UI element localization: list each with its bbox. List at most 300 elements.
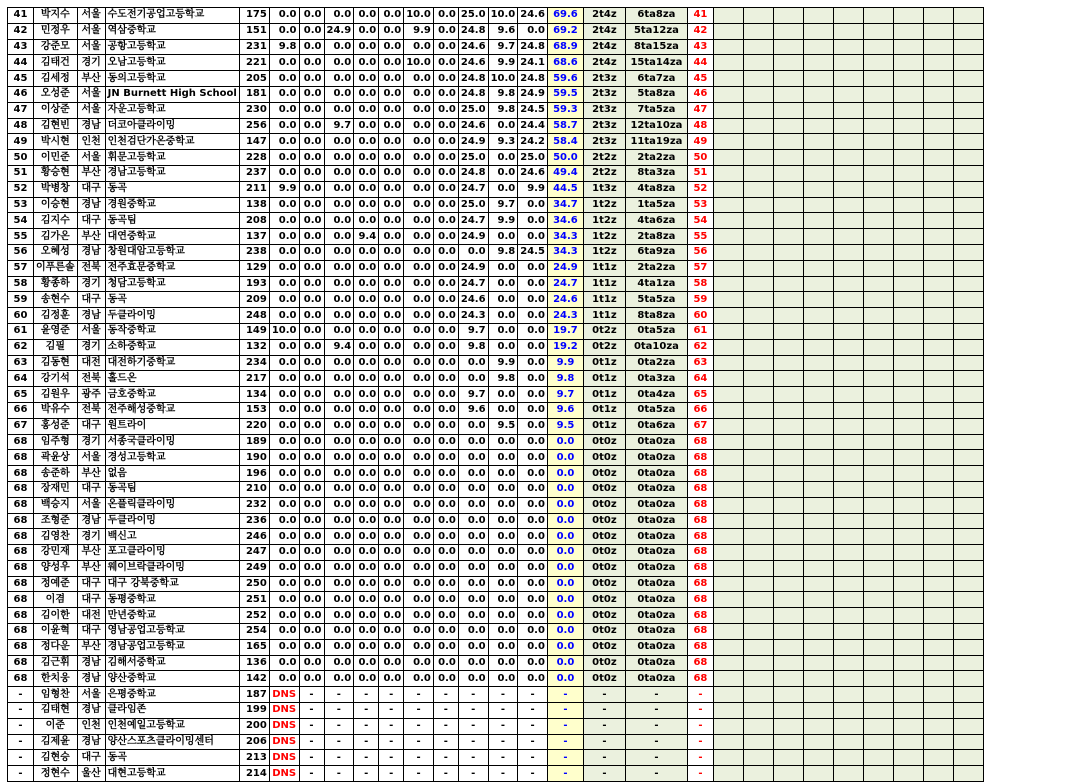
final-rank-cell: 68	[687, 576, 713, 592]
empty-cell	[863, 244, 893, 260]
score-cell: -	[324, 734, 354, 750]
score-cell: DNS	[269, 734, 299, 750]
score-cell: 0.0	[354, 592, 379, 608]
empty-cell	[803, 687, 833, 703]
score-cell: 0.0	[404, 560, 434, 576]
region-cell: 서울	[77, 687, 105, 703]
empty-cell	[743, 387, 773, 403]
score-cell: 0.0	[404, 418, 434, 434]
empty-cell	[893, 308, 923, 324]
table-row	[8, 355, 984, 371]
bib-cell: 230	[239, 102, 269, 118]
score-cell: 0.0	[269, 513, 299, 529]
score-cell: 0.0	[433, 466, 458, 482]
empty-cell	[863, 671, 893, 687]
bib-cell: 251	[239, 592, 269, 608]
score-cell: 0.0	[269, 560, 299, 576]
score-cell: 0.0	[404, 339, 434, 355]
score-cell: 10.0	[269, 323, 299, 339]
empty-cell	[833, 750, 863, 766]
score-cell: 0.0	[458, 576, 488, 592]
total-cell: -	[547, 750, 583, 766]
score-cell: 0.0	[354, 545, 379, 561]
score-cell: -	[488, 687, 518, 703]
empty-cell	[953, 450, 983, 466]
empty-cell	[743, 371, 773, 387]
score-cell: 24.7	[458, 213, 488, 229]
table-row	[8, 434, 984, 450]
school-cell: 인천검단가온중학교	[105, 134, 239, 150]
empty-cell	[803, 323, 833, 339]
final-rank-cell: 47	[687, 102, 713, 118]
empty-cell	[773, 624, 803, 640]
name-cell: 윤영준	[34, 323, 78, 339]
empty-cell	[893, 450, 923, 466]
empty-cell	[923, 323, 953, 339]
attempts-cell: 0ta0za	[625, 434, 687, 450]
empty-cell	[893, 434, 923, 450]
table-row	[8, 181, 984, 197]
empty-cell	[863, 150, 893, 166]
score-cell: -	[458, 734, 488, 750]
region-cell: 울산	[77, 766, 105, 782]
score-cell: 0.0	[433, 545, 458, 561]
empty-cell	[713, 23, 743, 39]
score-cell: 0.0	[404, 402, 434, 418]
score-cell: 24.1	[518, 55, 548, 71]
rank-cell: 68	[8, 639, 34, 655]
tops-zones-cell: 2t2z	[583, 150, 625, 166]
empty-cell	[713, 450, 743, 466]
empty-cell	[863, 118, 893, 134]
score-cell: -	[433, 703, 458, 719]
rank-cell: 63	[8, 355, 34, 371]
attempts-cell: 0ta2za	[625, 355, 687, 371]
score-cell: -	[354, 687, 379, 703]
tops-zones-cell: 0t1z	[583, 371, 625, 387]
empty-cell	[803, 39, 833, 55]
empty-cell	[953, 481, 983, 497]
score-cell: 0.0	[269, 434, 299, 450]
empty-cell	[893, 387, 923, 403]
empty-cell	[953, 8, 983, 24]
empty-cell	[833, 8, 863, 24]
empty-cell	[893, 655, 923, 671]
score-cell: -	[433, 718, 458, 734]
empty-cell	[803, 766, 833, 782]
score-cell: 0.0	[299, 450, 324, 466]
score-cell: 0.0	[324, 513, 354, 529]
score-cell: 0.0	[324, 639, 354, 655]
empty-cell	[893, 560, 923, 576]
bib-cell: 237	[239, 165, 269, 181]
score-cell: 9.9	[488, 55, 518, 71]
school-cell: 수도전기공업고등학교	[105, 8, 239, 24]
score-cell: 0.0	[404, 134, 434, 150]
name-cell: 김제윤	[34, 734, 78, 750]
score-cell: 0.0	[354, 466, 379, 482]
empty-cell	[713, 703, 743, 719]
score-cell: -	[433, 750, 458, 766]
empty-cell	[713, 118, 743, 134]
attempts-cell: -	[625, 703, 687, 719]
empty-cell	[893, 23, 923, 39]
empty-cell	[833, 260, 863, 276]
empty-cell	[923, 703, 953, 719]
bib-cell: 213	[239, 750, 269, 766]
bib-cell: 189	[239, 434, 269, 450]
empty-cell	[773, 402, 803, 418]
name-cell: 황승현	[34, 165, 78, 181]
school-cell: 동곡팀	[105, 213, 239, 229]
empty-cell	[833, 181, 863, 197]
region-cell: 서울	[77, 497, 105, 513]
score-cell: 0.0	[518, 624, 548, 640]
attempts-cell: -	[625, 734, 687, 750]
school-cell: 휘문고등학교	[105, 150, 239, 166]
score-cell: 0.0	[433, 8, 458, 24]
score-cell: DNS	[269, 703, 299, 719]
region-cell: 대구	[77, 481, 105, 497]
score-cell: 0.0	[433, 165, 458, 181]
score-cell: 0.0	[299, 576, 324, 592]
name-cell: 김근휘	[34, 655, 78, 671]
score-cell: 0.0	[324, 260, 354, 276]
score-cell: 0.0	[299, 118, 324, 134]
score-cell: 24.2	[518, 134, 548, 150]
name-cell: 홍성준	[34, 418, 78, 434]
score-cell: -	[518, 766, 548, 782]
name-cell: 김현승	[34, 750, 78, 766]
score-cell: 10.0	[488, 8, 518, 24]
empty-cell	[773, 244, 803, 260]
score-cell: 9.7	[458, 323, 488, 339]
empty-cell	[743, 671, 773, 687]
empty-cell	[833, 213, 863, 229]
region-cell: 서울	[77, 450, 105, 466]
final-rank-cell: 65	[687, 387, 713, 403]
attempts-cell: 0ta0za	[625, 608, 687, 624]
empty-cell	[863, 560, 893, 576]
empty-cell	[803, 624, 833, 640]
score-cell: 0.0	[269, 260, 299, 276]
rank-cell: 68	[8, 545, 34, 561]
empty-cell	[833, 339, 863, 355]
score-cell: 0.0	[269, 671, 299, 687]
empty-cell	[953, 244, 983, 260]
empty-cell	[743, 576, 773, 592]
region-cell: 대구	[77, 213, 105, 229]
attempts-cell: 6ta7za	[625, 71, 687, 87]
empty-cell	[743, 418, 773, 434]
score-cell: 0.0	[354, 165, 379, 181]
score-cell: 0.0	[518, 308, 548, 324]
school-cell: 오남고등학교	[105, 55, 239, 71]
score-cell: 0.0	[324, 308, 354, 324]
score-cell: 0.0	[299, 339, 324, 355]
total-cell: 49.4	[547, 165, 583, 181]
score-cell: 0.0	[299, 150, 324, 166]
rank-cell: 68	[8, 671, 34, 687]
empty-cell	[833, 576, 863, 592]
empty-cell	[863, 466, 893, 482]
score-cell: 0.0	[433, 244, 458, 260]
total-cell: -	[547, 766, 583, 782]
score-cell: 0.0	[433, 418, 458, 434]
score-cell: 0.0	[518, 355, 548, 371]
bib-cell: 151	[239, 23, 269, 39]
score-cell: 0.0	[518, 197, 548, 213]
empty-cell	[833, 592, 863, 608]
score-cell: 24.4	[518, 118, 548, 134]
empty-cell	[713, 244, 743, 260]
empty-cell	[773, 513, 803, 529]
score-cell: 0.0	[488, 481, 518, 497]
empty-cell	[893, 323, 923, 339]
empty-cell	[743, 529, 773, 545]
empty-cell	[953, 734, 983, 750]
score-cell: 0.0	[324, 276, 354, 292]
score-cell: 0.0	[379, 308, 404, 324]
total-cell: 68.9	[547, 39, 583, 55]
empty-cell	[713, 150, 743, 166]
score-cell: 0.0	[433, 434, 458, 450]
score-cell: 0.0	[404, 545, 434, 561]
score-cell: 0.0	[299, 545, 324, 561]
rank-cell: 68	[8, 466, 34, 482]
score-cell: 0.0	[518, 371, 548, 387]
score-cell: 0.0	[433, 118, 458, 134]
empty-cell	[893, 276, 923, 292]
empty-cell	[953, 355, 983, 371]
empty-cell	[743, 244, 773, 260]
score-cell: 0.0	[324, 466, 354, 482]
score-cell: 0.0	[404, 608, 434, 624]
empty-cell	[953, 55, 983, 71]
score-cell: 0.0	[404, 118, 434, 134]
empty-cell	[863, 718, 893, 734]
empty-cell	[803, 86, 833, 102]
score-cell: -	[488, 750, 518, 766]
score-cell: 0.0	[354, 23, 379, 39]
score-cell: 0.0	[354, 513, 379, 529]
region-cell: 대구	[77, 592, 105, 608]
score-cell: 0.0	[488, 402, 518, 418]
attempts-cell: -	[625, 766, 687, 782]
score-cell: 0.0	[299, 86, 324, 102]
empty-cell	[773, 213, 803, 229]
total-cell: 0.0	[547, 466, 583, 482]
rank-cell: 46	[8, 86, 34, 102]
region-cell: 인천	[77, 718, 105, 734]
total-cell: 34.3	[547, 244, 583, 260]
score-cell: 0.0	[299, 639, 324, 655]
final-rank-cell: 62	[687, 339, 713, 355]
score-cell: 0.0	[433, 402, 458, 418]
empty-cell	[863, 418, 893, 434]
total-cell: 69.6	[547, 8, 583, 24]
empty-cell	[773, 687, 803, 703]
score-cell: 0.0	[299, 165, 324, 181]
empty-cell	[953, 165, 983, 181]
final-rank-cell: 68	[687, 529, 713, 545]
empty-cell	[893, 197, 923, 213]
score-cell: 0.0	[299, 71, 324, 87]
final-rank-cell: 54	[687, 213, 713, 229]
score-cell: 0.0	[379, 434, 404, 450]
score-cell: 24.6	[518, 8, 548, 24]
attempts-cell: 12ta10za	[625, 118, 687, 134]
name-cell: 김태현	[34, 703, 78, 719]
table-row	[8, 418, 984, 434]
final-rank-cell: 51	[687, 165, 713, 181]
empty-cell	[803, 560, 833, 576]
empty-cell	[923, 545, 953, 561]
empty-cell	[833, 387, 863, 403]
score-cell: 25.0	[458, 197, 488, 213]
score-cell: 9.4	[324, 339, 354, 355]
region-cell: 대구	[77, 292, 105, 308]
score-cell: 0.0	[324, 529, 354, 545]
region-cell: 부산	[77, 560, 105, 576]
score-cell: 9.7	[458, 387, 488, 403]
bib-cell: 221	[239, 55, 269, 71]
region-cell: 전북	[77, 402, 105, 418]
score-cell: 0.0	[518, 497, 548, 513]
score-cell: 0.0	[324, 292, 354, 308]
attempts-cell: 6ta9za	[625, 244, 687, 260]
tops-zones-cell: 0t0z	[583, 608, 625, 624]
empty-cell	[923, 434, 953, 450]
table-row	[8, 545, 984, 561]
bib-cell: 232	[239, 497, 269, 513]
score-cell: 0.0	[458, 655, 488, 671]
bib-cell: 234	[239, 355, 269, 371]
tops-zones-cell: 1t2z	[583, 244, 625, 260]
empty-cell	[803, 181, 833, 197]
empty-cell	[893, 466, 923, 482]
empty-cell	[713, 750, 743, 766]
score-cell: 0.0	[324, 560, 354, 576]
empty-cell	[743, 8, 773, 24]
empty-cell	[803, 513, 833, 529]
attempts-cell: 0ta6za	[625, 418, 687, 434]
score-cell: 0.0	[433, 276, 458, 292]
empty-cell	[803, 276, 833, 292]
empty-cell	[713, 687, 743, 703]
name-cell: 김이한	[34, 608, 78, 624]
empty-cell	[773, 102, 803, 118]
score-cell: 0.0	[518, 292, 548, 308]
name-cell: 정다운	[34, 639, 78, 655]
name-cell: 김가온	[34, 229, 78, 245]
score-cell: 0.0	[354, 8, 379, 24]
bib-cell: 256	[239, 118, 269, 134]
total-cell: 0.0	[547, 545, 583, 561]
table-row	[8, 308, 984, 324]
score-cell: -	[488, 703, 518, 719]
empty-cell	[893, 134, 923, 150]
score-cell: 0.0	[324, 165, 354, 181]
empty-cell	[773, 276, 803, 292]
score-cell: 0.0	[458, 671, 488, 687]
empty-cell	[743, 308, 773, 324]
empty-cell	[773, 418, 803, 434]
score-cell: 0.0	[299, 23, 324, 39]
empty-cell	[773, 529, 803, 545]
score-cell: -	[518, 703, 548, 719]
score-cell: 9.8	[488, 102, 518, 118]
score-cell: 9.8	[458, 339, 488, 355]
rank-cell: 61	[8, 323, 34, 339]
empty-cell	[863, 276, 893, 292]
school-cell: 홀드온	[105, 371, 239, 387]
score-cell: 0.0	[458, 560, 488, 576]
school-cell: 은평중학교	[105, 687, 239, 703]
empty-cell	[833, 23, 863, 39]
score-cell: 24.6	[458, 39, 488, 55]
attempts-cell: 0ta0za	[625, 576, 687, 592]
name-cell: 오혜성	[34, 244, 78, 260]
attempts-cell: 0ta0za	[625, 592, 687, 608]
rank-cell: 52	[8, 181, 34, 197]
tops-zones-cell: 0t0z	[583, 655, 625, 671]
rank-cell: 68	[8, 513, 34, 529]
total-cell: 0.0	[547, 576, 583, 592]
empty-cell	[773, 165, 803, 181]
score-cell: 0.0	[354, 576, 379, 592]
score-cell: -	[458, 703, 488, 719]
score-cell: 0.0	[488, 387, 518, 403]
score-cell: 0.0	[354, 39, 379, 55]
tops-zones-cell: 0t0z	[583, 434, 625, 450]
score-cell: 0.0	[379, 339, 404, 355]
score-cell: 0.0	[269, 86, 299, 102]
name-cell: 오성준	[34, 86, 78, 102]
score-cell: 0.0	[458, 371, 488, 387]
score-cell: 0.0	[433, 387, 458, 403]
empty-cell	[923, 197, 953, 213]
rank-cell: 68	[8, 529, 34, 545]
name-cell: 김태건	[34, 55, 78, 71]
score-cell: -	[433, 687, 458, 703]
rank-cell: 43	[8, 39, 34, 55]
empty-cell	[803, 481, 833, 497]
score-cell: -	[299, 766, 324, 782]
school-cell: 온플릭클라이밍	[105, 497, 239, 513]
total-cell: 0.0	[547, 481, 583, 497]
score-cell: 0.0	[354, 276, 379, 292]
score-cell: 0.0	[379, 165, 404, 181]
empty-cell	[713, 466, 743, 482]
score-cell: 24.9	[458, 134, 488, 150]
table-row	[8, 655, 984, 671]
score-cell: -	[404, 718, 434, 734]
final-rank-cell: -	[687, 718, 713, 734]
total-cell: 0.0	[547, 608, 583, 624]
empty-cell	[923, 150, 953, 166]
score-cell: 0.0	[379, 497, 404, 513]
school-cell: 만년중학교	[105, 608, 239, 624]
score-cell: 0.0	[269, 55, 299, 71]
score-cell: 0.0	[404, 466, 434, 482]
empty-cell	[833, 513, 863, 529]
empty-cell	[713, 292, 743, 308]
score-cell: 0.0	[433, 260, 458, 276]
score-cell: -	[299, 703, 324, 719]
score-cell: 0.0	[269, 71, 299, 87]
score-cell: 0.0	[433, 513, 458, 529]
